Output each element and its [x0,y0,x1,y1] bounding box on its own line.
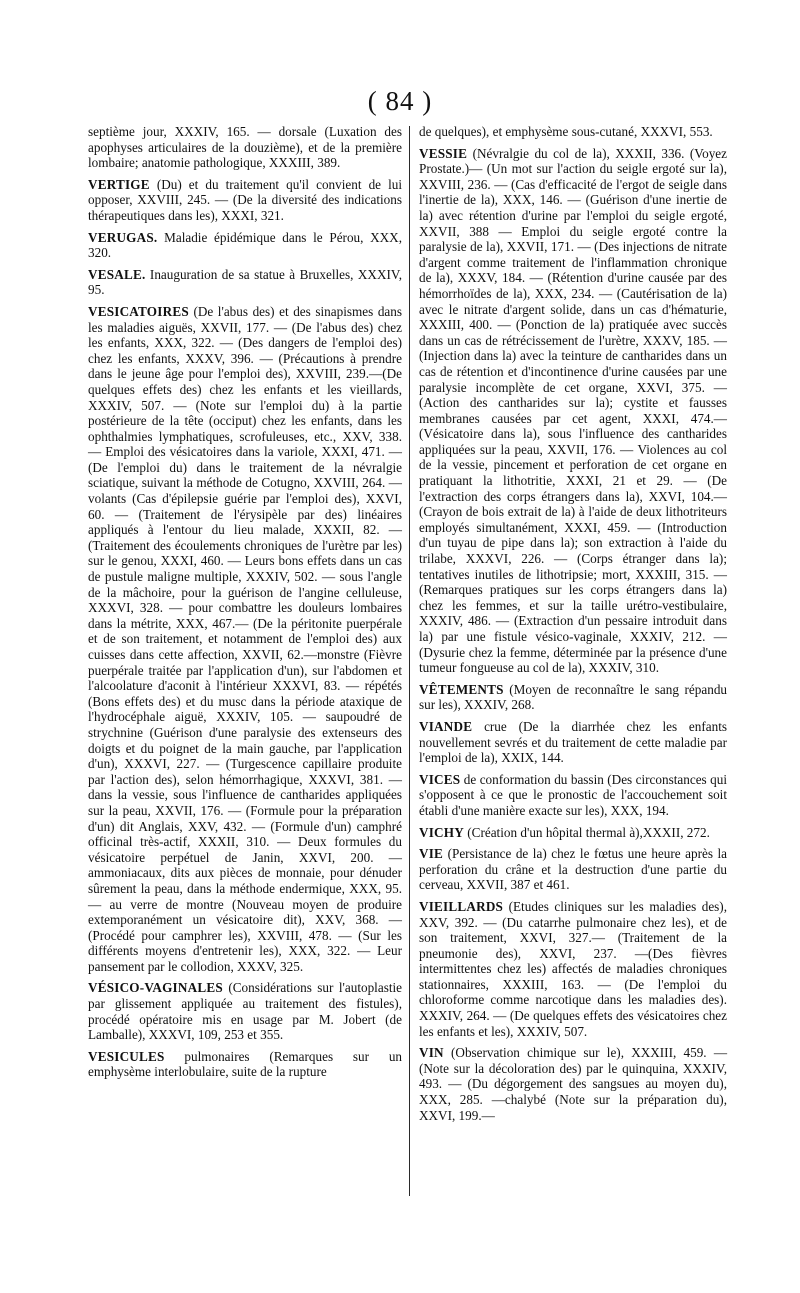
entry-text: (Considérations sur l'autoplastie par glissement appliquée au traitement des fistules), procédé opératoire mis en usage par M. Jobert (de Lamballe), XXXVI, 109, 253 et 355. [88,980,403,1043]
entry-text: (Persistance de la) chez le fœtus une heure après la perforation du crâne et la destruction d'une partie du cerveau, XXVII, 387 et 461. [419,846,728,893]
index-entry [419,124,727,140]
entry-heading: VÉSICO-VAGINALES [88,980,223,996]
entry-heading: VÊTEMENTS [419,681,504,697]
entry-heading: VIN [419,1045,444,1061]
entry-text: Maladie épidémique dans le Pérou, XXX, 320. [88,229,402,261]
entry-text: septième jour, XXXIV, 165. — dorsale (Luxation des apophyses articulaires de la douzième), et de la première lombaire; anatomie pathologique, XXXIII, 389. [88,124,402,171]
entry-heading: VESALE. [88,266,146,282]
index-entry [419,772,727,819]
entry-heading: VIANDE [419,718,473,734]
entry-heading: VESSIE [419,145,468,161]
entry-heading: VICHY [419,824,464,840]
index-entry [88,124,402,171]
right-column [419,124,727,1129]
index-entry [88,1049,402,1080]
entry-heading: VESICATOIRES [88,303,189,319]
entry-text: (Etudes cliniques sur les maladies des), XXV, 392. — (Du catarrhe pulmonaire chez les), et de son traitement, XXVI, 327.— (Traitement de la pneumonie des), XXVI, 237. —(Des fièvres intermittentes chez les) affectés de maladies chroniques stationnaires, XXXIII, 163. — (De l'emploi du chloroforme comme narcotique dans les maladies des). XXXIV, 264. — (De quelques effets des vésicatoires chez les enfants et les), XXXIV, 507. [419,898,727,1039]
index-entry [88,267,402,298]
index-entry [88,230,402,261]
entry-text: de quelques), et emphysème sous-cutané, XXXVI, 553. [419,124,713,139]
index-entry [88,177,402,224]
entry-heading: VERUGAS. [88,229,158,245]
index-entry [419,846,727,893]
entry-text: (Création d'un hôpital thermal à),XXXII, 272. [467,824,710,840]
index-entry [419,1045,727,1123]
left-column [88,124,402,1086]
entry-text: Inauguration de sa statue à Bruxelles, XXXIV, 95. [88,266,402,298]
index-entry [419,146,727,676]
entry-text: pulmonaires (Remarques sur un emphysème interlobulaire, suite de la rupture [88,1048,403,1080]
entry-text: (Du) et du traitement qu'il convient de lui opposer, XXVIII, 245. — (De la diversité des indications thérapeutiques dans les), XXXI, 321. [88,176,402,223]
column-divider [409,126,410,1196]
entry-text: (De l'abus des) et des sinapismes dans les maladies aiguës, XXVII, 177. — (De l'abus des) chez les enfants, XXX, 322. — (Des dangers de l'emploi des) chez les enfants, XXXV, 396. — (Précautions à prendre dans le jeune âge pour l'emploi des), XXVIII, 239.—(De quelques effets des) chez les enfants et les vieillards, XXXIV, 507. — (Note sur l'emploi du) à la partie postérieure de la tête (occiput) chez les enfants, dans les ophthalmies lymphatiques, scrofuleuses, etc., XXV, 338. — Emploi des vésicatoires dans la variole, XXXI, 471. — (De l'emploi du) dans le traitement de la névralgie sciatique, suivant la méthode de Cotugno, XXVIII, 264. —volants (Cas d'épilepsie guérie par l'emploi des), XXVI, 60. — (Traitement de l'érysipèle par des) linéaires appliqués à l'entour du lieu malade, XXXII, 82. — (Traitement des écoulements chroniques de l'urètre par les) sur le genou, XXXI, 460. — Leurs bons effets dans un cas de pustule maligne multiple, XXXIV, 502. — sous l'angle de la mâchoire, pour la guérison de l'angine celluleuse, XXXVI, 328. — pour combattre les douleurs lombaires dans la métrite, XXX, 467.— (De la péritonite puerpérale et de son traitement, et notamment de l'emploi des) aux cuisses dans cette affection, XXVII, 62.—monstre (Fièvre puerpérale traitée par l'application d'un), sur l'abdomen et l'alcoolature d'aconit à l'intérieur XXXVI, 83. — répétés (Bons effets des) et du musc dans la période ataxique de l'hydrocéphale aiguë, XXXIV, 105. — saupoudré de strychnine (Guérison d'une paralysie des extenseurs des doigts et du poignet de la main gauche, par l'application d'un), XXXVI, 227. — (Turgescence capillaire produite par l'action des), selon hémorrhagique, XXXVI, 381. — dans la vessie, sous l'influence de cantharides appliquées sur la peau, XXVII, 176. — (Formule pour la préparation d'un) dit Anglais, XXV, 432. — (Formule d'un) camphré officinal très-actif, XXXII, 310. — Deux formules du vésicatoire perpétuel de Janin, XXVI, 200. — ammoniacaux, dits aux pièces de monnaie, pour dénuder sûrement la peau, dans la méthode endermique, XXX, 95. — au verre de montre (Nouveau moyen de produire extemporanément un vésicatoire dit), XXV, 368. — (Procédé pour camphrer les), XXVIII, 478. — (Sur les différents moyens d'entretenir les), XXX, 322. — Leur pansement par le collodion, XXXV, 325. [88,303,402,974]
entry-text: (Moyen de reconnaître le sang répandu sur les), XXXIV, 268. [419,681,728,713]
entry-text: (Observation chimique sur le), XXXIII, 459. — (Note sur la décoloration des) par le quinquina, XXXIV, 493. — (Du dégorgement des sangsues au moyen du), XXX, 285. —chalybé (Note sur la préparation du), XXVI, 199.— [419,1045,728,1123]
index-entry [419,899,727,1039]
index-entry [419,825,727,841]
index-entry [419,719,727,766]
entry-text: crue (De la diarrhée chez les enfants nouvellement sevrés et du traitement de cette maladie par l'emploi de la), XXIX, 144. [419,718,728,766]
entry-heading: VESICULES [88,1048,165,1064]
entry-text: (Névralgie du col de la), XXXII, 336. (Voyez Prostate.)— (Un mot sur l'action du seigle ergoté sur la), XXVIII, 236. — (Cas d'efficacité de l'ergot de seigle dans l'inertie de la), XXX, 146. — (Guérison d'une inertie de la) avec rétention d'urine par l'emploi du seigle ergoté, XXVII, 388 — Emploi du seigle ergoté contre la paralysie de la), XXVII, 171. — (Des injections de nitrate d'argent comme traitement de l'inflammation chronique de la), XXXV, 184. — (Rétention d'urine causée par des hémorrhoïdes de la), XXX, 234. — (Cautérisation de la) avec le nitrate d'argent solide, dans un cas d'hématurie, XXXIII, 400. — (Ponction de la) pratiquée avec succès dans un cas de rétrécissement de l'urètre, XXXV, 185. — (Injection dans la) avec la teinture de cantharides dans un cas de rétention et d'incontinence d'urine causées par une paralysie incomplète de cet organe, XXVI, 375. — (Action des cantharides sur la); cystite et fausses membranes causées par cet agent, XXXI, 474.— (Vésicatoire dans la), sous l'influence des cantharides appliquées sur la peau, XXVII, 176. — Violences au col de la vessie, pincement et perforation de cet organe en pratiquant la lithotritie, XXXI, 21 et 29. — (De l'extraction des corps étrangers dans la), XXVI, 104.—(Crayon de bois extrait de la) à l'aide de deux lithotriteurs employés simultanément, XXXI, 459. — (Introduction d'un tuyau de pipe dans la); son extraction à l'aide du trilabe, XXXVI, 226. — (Corps étranger dans la); tentatives inutiles de lithotripsie; mort, XXXIII, 315. — (Remarques pratiques sur les corps étrangers dans la) chez les femmes, et sur la taille urétro-vestibulaire, XXXIV, 486. — (Extraction d'un pessaire introduit dans la) par une fistule vésico-vaginale, XXXIV, 212. — (Dysurie chez la femme, déterminée par la présence d'une tumeur fongueuse au col de la), XXXIV, 310. [419,145,728,676]
page-number: ( 84 ) [367,86,433,116]
index-entry [88,304,402,975]
entry-text: de conformation du bassin (Des circonstances qui s'opposent à ce que le pronostic de l'accouchement soit établi d'une manière exacte sur les), XXX, 194. [419,771,727,818]
entry-heading: VICES [419,771,461,787]
entry-heading: VIEILLARDS [419,898,504,914]
index-entry [419,682,727,713]
entry-heading: VERTIGE [88,176,150,192]
index-entry [88,980,402,1042]
entry-heading: VIE [419,846,444,862]
